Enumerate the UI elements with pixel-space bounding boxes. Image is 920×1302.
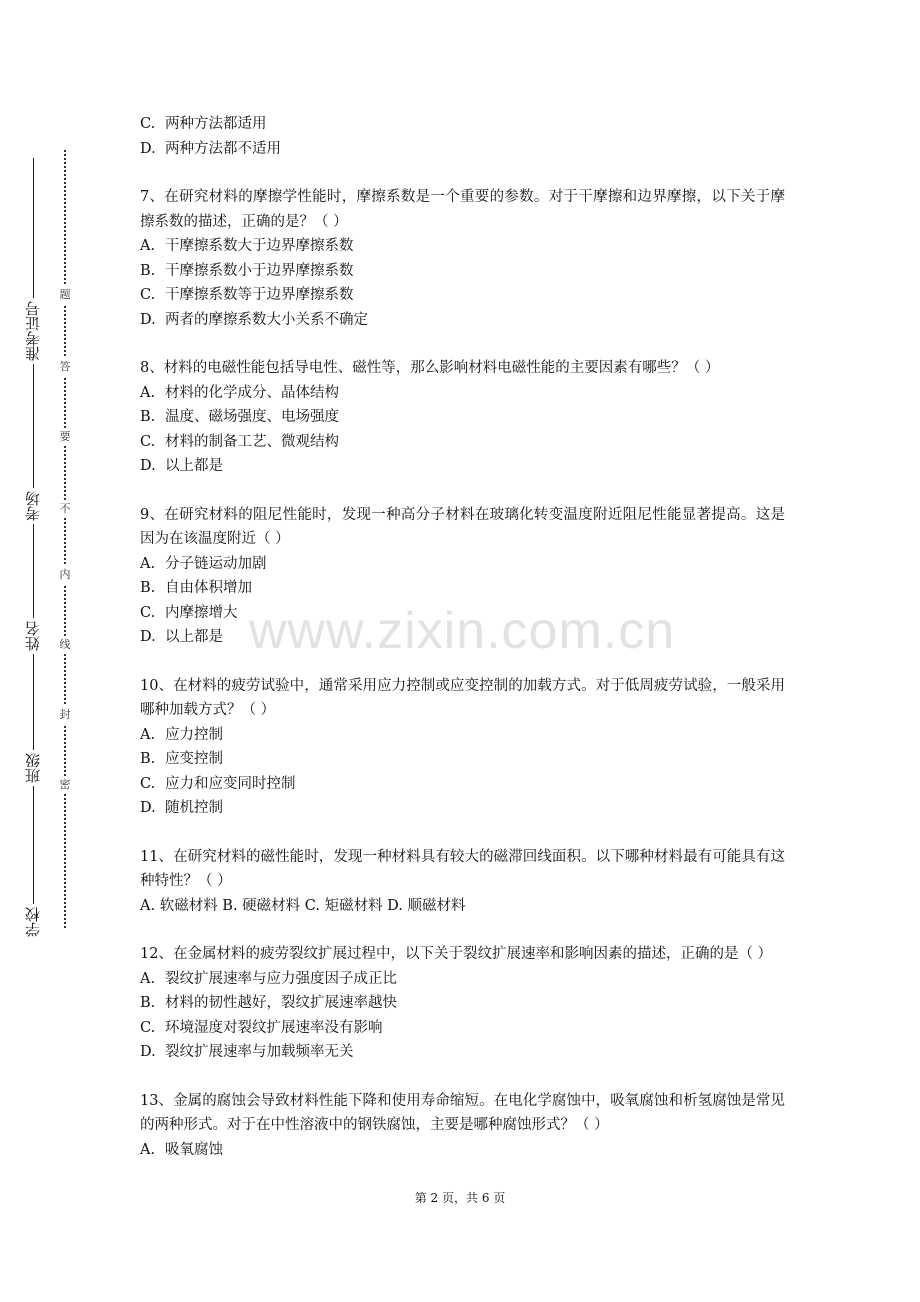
option: D. 两者的摩擦系数大小关系不确定: [140, 311, 368, 328]
question-10-stem: 10、在材料的疲劳试验中，通常采用应力控制或应变控制的加载方式。对于低周疲劳试验，一般采用哪种加载方式？（ ）: [140, 677, 785, 718]
option: B. 干摩擦系数小于边界摩擦系数: [140, 262, 354, 279]
seal-char: 线: [57, 636, 73, 654]
seal-char: 密: [57, 776, 73, 794]
option: D. 以上都是: [140, 458, 223, 474]
option: B. 应变控制: [140, 751, 223, 767]
option: B. 自由体积增加: [140, 580, 252, 596]
question-9-stem: 9、在研究材料的阻尼性能时，发现一种高分子材料在玻璃化转变温度附近阻尼性能显著提高。这是因为在该温度附近（ ）: [140, 506, 785, 547]
option: A. 裂纹扩展速率与应力强度因子成正比: [140, 970, 397, 987]
seal-char: 题: [57, 286, 73, 304]
binding-strip: [0, 0, 110, 1302]
seal-dotted-line: [64, 150, 66, 928]
watermark: www.zixin.com.cn: [248, 602, 676, 660]
option: C. 干摩擦系数等于边界摩擦系数: [140, 287, 354, 303]
page-footer: 第 2 页，共 6 页: [414, 1191, 506, 1205]
option: A. 材料的化学成分、晶体结构: [140, 384, 339, 401]
seal-char: 内: [57, 566, 73, 584]
option: C. 两种方法都适用: [140, 116, 267, 132]
option: A. 应力控制: [140, 726, 223, 743]
option: D. 两种方法都不适用: [140, 140, 281, 157]
option: C. 内摩擦增大: [140, 604, 238, 621]
question-12-stem: 12、在金属材料的疲劳裂纹扩展过程中，以下关于裂纹扩展速率和影响因素的描述，正确的是（ ）: [140, 946, 773, 962]
option: A. 吸氧腐蚀: [140, 1141, 223, 1158]
option: A. 分子链运动加剧: [140, 555, 267, 572]
seal-char: 封: [57, 706, 73, 724]
option: C. 环境湿度对裂纹扩展速率没有影响: [140, 1019, 383, 1036]
binding-fill-line: [33, 158, 34, 928]
question-11-options-inline: A. 软磁材料 B. 硬磁材料 C. 矩磁材料 D. 顺磁材料: [140, 897, 466, 914]
question-8-stem: 8、材料的电磁性能包括导电性、磁性等，那么影响材料电磁性能的主要因素有哪些？（ ）: [140, 360, 720, 376]
prev-question-options: [140, 112, 785, 161]
option: D. 随机控制: [140, 800, 223, 816]
option: A. 干摩擦系数大于边界摩擦系数: [140, 238, 354, 254]
field-label-ticket-number: 准考证号: [22, 298, 44, 364]
question-11-stem: 11、在研究材料的磁性能时，发现一种材料具有较大的磁滞回线面积。以下哪种材料最有可能具有这种特性？（ ）: [140, 848, 785, 889]
option: D. 裂纹扩展速率与加载频率无关: [140, 1044, 354, 1060]
seal-char: 不: [57, 500, 73, 518]
question-13-stem: 13、金属的腐蚀会导致材料性能下降和使用寿命缩短。在电化学腐蚀中，吸氧腐蚀和析氢腐蚀是常见的两种形式。对于在中性溶液中的钢铁腐蚀，主要是哪种腐蚀形式？（ ）: [140, 1092, 785, 1133]
option: C. 材料的制备工艺、微观结构: [140, 433, 339, 450]
seal-char: 答: [57, 358, 73, 376]
field-label-class: 班级: [22, 750, 44, 786]
field-label-exam-room: 考场: [22, 488, 44, 524]
question-7-stem: 7、在研究材料的摩擦学性能时，摩擦系数是一个重要的参数。对于干摩擦和边界摩擦，以下关于摩擦系数的描述，正确的是？（ ）: [140, 189, 785, 230]
option: D. 以上都是: [140, 629, 223, 645]
field-label-school: 学校: [22, 904, 44, 940]
seal-char: 要: [57, 428, 73, 446]
option: B. 温度、磁场强度、电场强度: [140, 409, 339, 425]
field-label-name: 姓名: [22, 618, 44, 654]
option: B. 材料的韧性越好，裂纹扩展速率越快: [140, 995, 397, 1011]
option: C. 应力和应变同时控制: [140, 775, 296, 792]
